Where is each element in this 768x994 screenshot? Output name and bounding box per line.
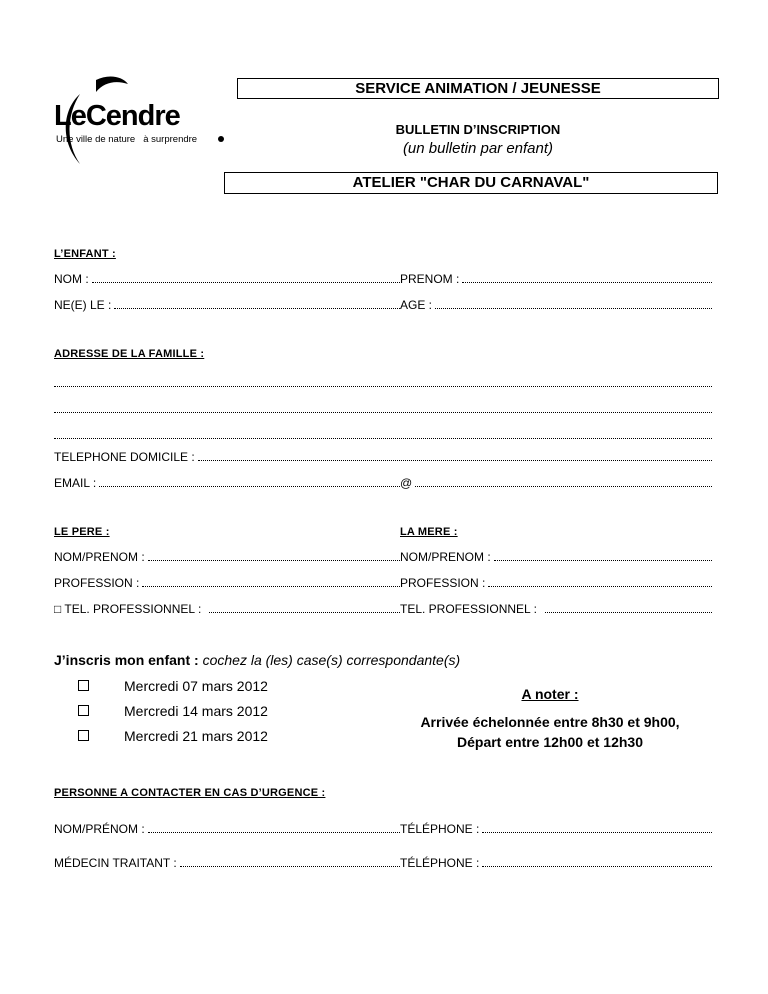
mere-profession-field[interactable] [400, 576, 712, 590]
at-sign: @ [400, 476, 413, 490]
logo-tagline-right: à surprendre [143, 134, 198, 145]
email-user-input[interactable] [99, 476, 400, 487]
inscription-lead: J’inscris mon enfant : [54, 652, 199, 668]
pere-nom-label: NOM/PRENOM : [54, 550, 145, 564]
email-domain-input[interactable] [415, 476, 712, 487]
medecin-telephone-field[interactable] [400, 856, 712, 870]
le-cendre-logo [50, 72, 235, 172]
date-2-checkbox[interactable] [78, 705, 89, 716]
urgence-telephone-field[interactable] [400, 822, 712, 836]
famille-section-title: ADRESSE DE LA FAMILLE : [54, 348, 205, 360]
medecin-input[interactable] [180, 856, 400, 867]
medecin-telephone-label: TÉLÉPHONE : [400, 856, 480, 870]
email-domain-field[interactable] [400, 476, 712, 490]
note-line-1: Arrivée échelonnée entre 8h30 et 9h00, [420, 714, 680, 730]
prenom-label: PRENOM : [400, 272, 460, 286]
naissance-label: NE(E) LE : [54, 298, 112, 312]
adresse-line-2[interactable] [54, 412, 712, 413]
adresse-line-1[interactable] [54, 386, 712, 387]
nom-field[interactable] [54, 272, 400, 286]
note-title: A noter : [521, 686, 579, 702]
telephone-domicile-label: TELEPHONE DOMICILE : [54, 450, 195, 464]
mere-profession-label: PROFESSION : [400, 576, 486, 590]
pere-section-title: LE PERE : [54, 526, 110, 538]
pere-profession-label: PROFESSION : [54, 576, 140, 590]
urgence-telephone-input[interactable] [482, 822, 712, 833]
date-1-checkbox[interactable] [78, 680, 89, 691]
urgence-telephone-label: TÉLÉPHONE : [400, 822, 480, 836]
mere-tel-pro-label: TEL. PROFESSIONNEL : [400, 602, 537, 616]
naissance-field[interactable] [54, 298, 400, 312]
atelier-title: ATELIER "CHAR DU CARNAVAL" [224, 172, 718, 194]
age-field[interactable] [400, 298, 712, 312]
medecin-telephone-input[interactable] [482, 856, 712, 867]
enfant-section-title: L’ENFANT : [54, 248, 116, 260]
mere-nom-input[interactable] [494, 550, 712, 561]
pere-nom-field[interactable] [54, 550, 400, 564]
mere-profession-input[interactable] [488, 576, 712, 587]
medecin-label: MÉDECIN TRAITANT : [54, 856, 177, 870]
medecin-field[interactable] [54, 856, 400, 870]
logo-tagline [56, 134, 197, 145]
pere-tel-pro-field[interactable] [54, 602, 400, 616]
logo-tagline-left: Une ville de nature [56, 134, 136, 145]
note-line-2: Départ entre 12h00 et 12h30 [457, 734, 643, 750]
logo-wordmark: LeCendre [54, 100, 180, 132]
adresse-line-3[interactable] [54, 438, 712, 439]
mere-nom-label: NOM/PRENOM : [400, 550, 491, 564]
email-field[interactable] [54, 476, 400, 490]
date-3-label: Mercredi 21 mars 2012 [124, 728, 268, 744]
service-title: SERVICE ANIMATION / JEUNESSE [237, 78, 719, 99]
date-1-label: Mercredi 07 mars 2012 [124, 678, 268, 694]
prenom-field[interactable] [400, 272, 712, 286]
nom-label: NOM : [54, 272, 89, 286]
mere-nom-field[interactable] [400, 550, 712, 564]
age-input[interactable] [435, 298, 712, 309]
urgence-nom-label: NOM/PRÉNOM : [54, 822, 145, 836]
inscription-instruction [54, 652, 460, 668]
urgence-nom-input[interactable] [148, 822, 400, 833]
pere-profession-input[interactable] [142, 576, 400, 587]
telephone-domicile-input[interactable] [198, 450, 712, 461]
urgence-section-title: PERSONNE A CONTACTER EN CAS D’URGENCE : [54, 787, 326, 799]
pere-tel-pro-input[interactable] [209, 602, 400, 613]
date-3-checkbox[interactable] [78, 730, 89, 741]
mere-tel-pro-input[interactable] [545, 602, 712, 613]
pere-profession-field[interactable] [54, 576, 400, 590]
bulletin-note: (un bulletin par enfant) [402, 140, 554, 157]
urgence-nom-field[interactable] [54, 822, 400, 836]
logo-dot-icon [218, 136, 224, 142]
pere-tel-pro-label: □ TEL. PROFESSIONNEL : [54, 602, 202, 616]
naissance-input[interactable] [114, 298, 400, 309]
telephone-domicile-field[interactable] [54, 450, 712, 464]
prenom-input[interactable] [462, 272, 712, 283]
bulletin-title: BULLETIN D’INSCRIPTION [395, 122, 561, 137]
pere-nom-input[interactable] [148, 550, 400, 561]
mere-tel-pro-field[interactable] [400, 602, 712, 616]
nom-input[interactable] [92, 272, 400, 283]
email-label: EMAIL : [54, 476, 97, 490]
date-2-label: Mercredi 14 mars 2012 [124, 703, 268, 719]
mere-section-title: LA MERE : [400, 526, 458, 538]
age-label: AGE : [400, 298, 433, 312]
inscription-hint: cochez la (les) case(s) correspondante(s) [202, 652, 461, 668]
